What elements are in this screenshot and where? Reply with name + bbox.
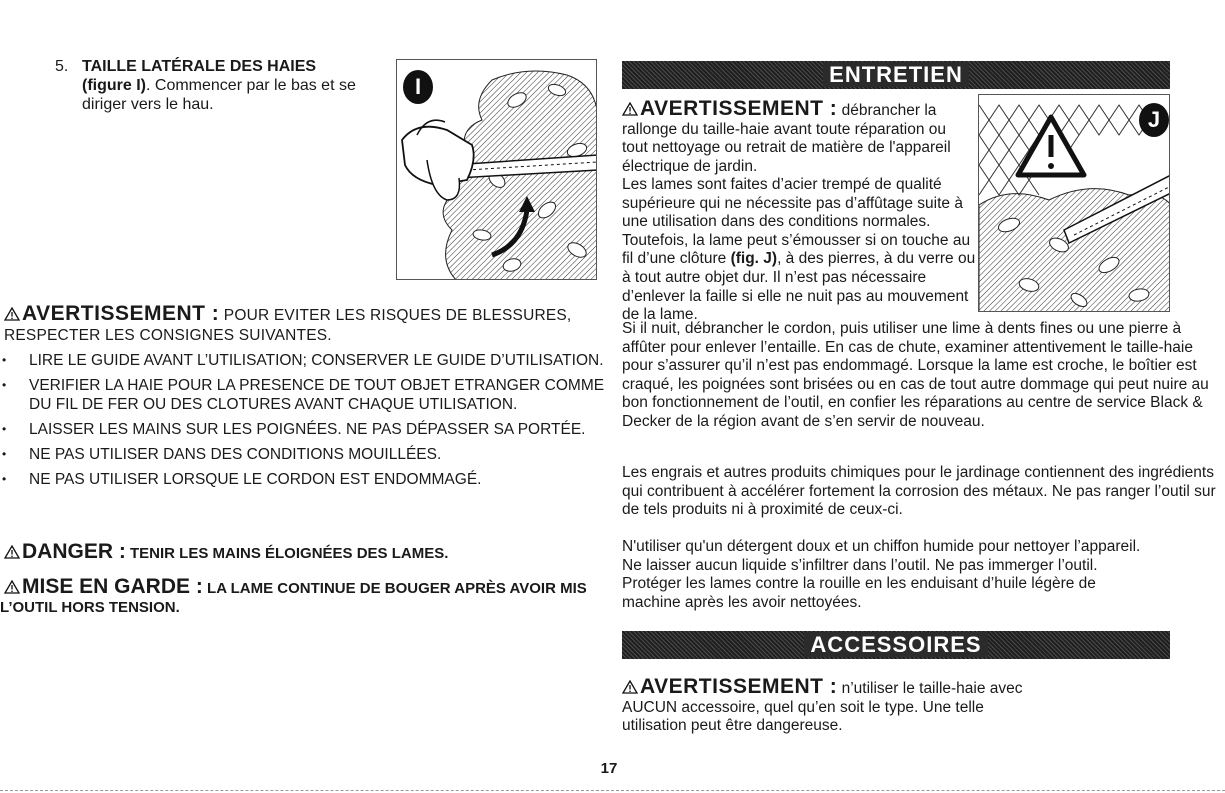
warning-triangle-icon xyxy=(622,102,638,116)
danger-heading: DANGER : xyxy=(22,540,126,563)
page-number: 17 xyxy=(600,760,618,777)
warning-triangle-icon xyxy=(4,545,20,559)
figure-j-ref: (fig. J) xyxy=(730,250,778,268)
entretien-title: ENTRETIEN xyxy=(823,62,969,87)
accessoires-warning xyxy=(622,675,1052,736)
cleaning-paragraph xyxy=(622,538,1152,612)
warning-heading: AVERTISSEMENT : xyxy=(22,302,220,325)
figure-j-illustration xyxy=(978,94,1170,312)
entretien-warning-text: débrancher la rallonge du taille-haie avant toute réparation ou tout nettoyage ou retrait de matière de l'appareil électrique de jardin. xyxy=(622,102,951,175)
step-number: 5. xyxy=(55,58,69,75)
warning-text: POUR EVITER LES RISQUES DE BLESSURES, RESPECTER LES CONSIGNES SUIVANTES. xyxy=(4,307,572,344)
accessoires-warning-text: n’utiliser le taille-haie avec AUCUN accessoire, quel qu’en soit le type. Une telle utilisation peut être dangereuse. xyxy=(622,680,1023,735)
entretien-warning-heading: AVERTISSEMENT : xyxy=(640,97,838,120)
cleaning-text: N'utiliser qu'un détergent doux et un chiffon humide pour nettoyer l’appareil. Ne laisser aucun liquide s’infiltrer dans l’outil. Ne pas immerger l’outil. Protéger les lames contre la rouille en les enduisant d’huile légère de machine après les avoir nettoyées. xyxy=(622,538,1141,611)
blade-paragraph xyxy=(622,176,977,325)
warning-triangle-icon xyxy=(4,580,20,594)
blade-text-a: Les lames sont faites d’acier trempé de qualité supérieure qui ne nécessite pas d’affûtage suite à une utilisation dans des conditions normales. Toutefois, la lame peut s’émousser si on touche au fil d’une clôture xyxy=(622,176,971,268)
figure-j-label: J xyxy=(1139,103,1169,137)
warning-triangle-icon xyxy=(4,307,20,321)
figure-i-illustration xyxy=(396,59,597,280)
chemicals-text: Les engrais et autres produits chimiques pour le jardinage contiennent des ingrédients qui contribuent à accélérer fortement la corrosion des métaux. Ne pas ranger l’outil sur de tels produits ni à proximité de ceux-ci. xyxy=(622,464,1216,519)
step-text: . Commencer par le bas et se diriger vers le hau. xyxy=(82,77,356,113)
left-warning xyxy=(0,302,612,345)
list-item: • VERIFIER LA HAIE POUR LA PRESENCE DE TOUT OBJET ETRANGER COMME DU FIL DE FER OU DES CLOTURES AVANT CHAQUE UTILISATION. xyxy=(0,376,620,414)
step-body xyxy=(82,57,387,114)
bottom-divider xyxy=(0,790,1225,791)
accessoires-warning-heading: AVERTISSEMENT : xyxy=(640,675,838,698)
blade-text-b: , à des pierres, à du verre ou à tout autre objet dur. Il n’est pas nécessaire d’enlever la faille si elle ne nuit pas au mouvement de la lame. xyxy=(622,250,976,324)
step-title: TAILLE LATÉRALE DES HAIES xyxy=(82,58,317,75)
figure-i-label: I xyxy=(403,70,433,104)
damage-text: Si il nuit, débrancher le cordon, puis utiliser une lime à dents fines ou une pierre à affûter pour enlever l’entaille. En cas de chute, examiner attentivement le taille-haie pour s’assurer qu’il n’est pas endommagé. Lorsque la lame est croche, le boîtier est craqué, les poignées sont brisées ou en cas de tout autre dommage qui peut nuire au bon fonctionnement de l’outil, en confier les réparations au centre de service Black & Decker de la région avant de s’en servir de nouveau. xyxy=(622,320,1209,430)
list-item: • LAISSER LES MAINS SUR LES POIGNÉES. NE PAS DÉPASSER SA PORTÉE. xyxy=(0,420,620,439)
caution-notice xyxy=(0,575,612,617)
list-item: • NE PAS UTILISER DANS DES CONDITIONS MOUILLÉES. xyxy=(0,445,620,464)
accessoires-title: ACCESSOIRES xyxy=(804,632,987,657)
list-item: • NE PAS UTILISER LORSQUE LE CORDON EST ENDOMMAGÉ. xyxy=(0,470,620,489)
warning-triangle-icon xyxy=(622,680,638,694)
list-item: • LIRE LE GUIDE AVANT L’UTILISATION; CONSERVER LE GUIDE D’UTILISATION. xyxy=(0,351,620,370)
safety-bullet-list xyxy=(0,351,612,495)
danger-text: TENIR LES MAINS ÉLOIGNÉES DES LAMES. xyxy=(125,545,449,562)
step-figure-ref: (figure I) xyxy=(82,77,146,94)
damage-paragraph xyxy=(622,320,1225,432)
entretien-warning xyxy=(622,97,967,176)
caution-text: LA LAME CONTINUE DE BOUGER APRÈS AVOIR MIS L’OUTIL HORS TENSION. xyxy=(0,580,587,616)
caution-heading: MISE EN GARDE : xyxy=(22,575,203,598)
chemicals-paragraph xyxy=(622,464,1225,520)
accessoires-banner xyxy=(622,631,1170,659)
left-column xyxy=(0,0,612,793)
danger-notice xyxy=(4,540,614,564)
entretien-banner xyxy=(622,61,1170,89)
